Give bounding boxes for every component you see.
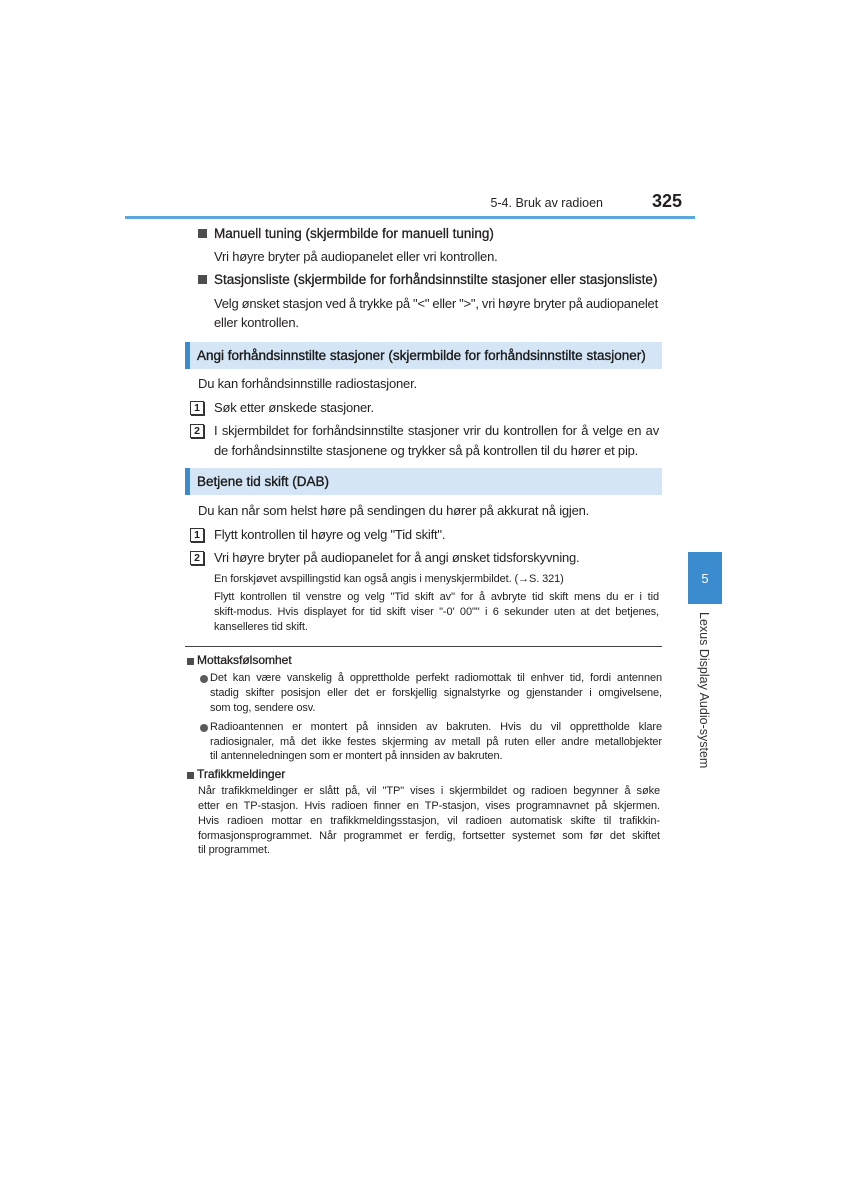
square-bullet-icon [198, 229, 207, 238]
traffic-text-line: Hvis radioen mottar en trafikkmeldingsstasjon, vil radioen automatisk skifte til trafikkin- [198, 815, 660, 827]
station-list-title: Stasjonsliste (skjermbilde for forhåndsinnstilte stasjoner eller stasjonsliste) [214, 272, 658, 287]
manual-tuning-title: Manuell tuning (skjermbilde for manuell tuning) [214, 226, 494, 241]
traffic-text-line: formasjonsprogrammet. Når programmet er ferdig, fortsetter systemet som før det skiftet [198, 830, 660, 842]
station-list-text-line: Velg ønsket stasjon ved å trykke på "<" eller ">", vri høyre bryter på audiopanelet [214, 296, 658, 311]
round-bullet-icon [200, 675, 208, 683]
section-heading-time-shift: Betjene tid skift (DAB) [197, 474, 330, 489]
traffic-text-line: Når trafikkmeldinger er slått på, vil "TP" vises i skjermbildet og radioen begynner å søke [198, 785, 660, 797]
reception-bullet-line: Radioantennen er montert på innsiden av bakruten. Hvis du vil opprettholde klare [210, 721, 662, 733]
reception-bullet-line: til antenneledningen som er montert på innsiden av bakruten. [210, 750, 503, 762]
step-text-line: Vri høyre bryter på audiopanelet for å angi ønsket tidsforskyvning. [214, 550, 580, 565]
square-bullet-icon [198, 275, 207, 284]
reception-bullet-line: stadig skifter posisjon eller det er forskjellig signalstyrke og gjenstander i omgivelsene, [210, 687, 662, 699]
step-text-line: Flytt kontrollen til høyre og velg "Tid skift". [214, 527, 446, 542]
step-text-line: de forhåndsinnstilte stasjonene og trykker så på kontrollen til du hører et pip. [214, 443, 639, 458]
chapter-tab [688, 552, 722, 604]
header-rule [125, 216, 695, 219]
presets-intro: Du kan forhåndsinnstille radiostasjoner. [198, 376, 417, 391]
step-text-line: I skjermbildet for forhåndsinnstilte stasjoner vrir du kontrollen for å velge en av [214, 423, 659, 438]
step-note-line: kanselleres tid skift. [214, 621, 308, 633]
section-heading-presets: Angi forhåndsinnstilte stasjoner (skjermbilde for forhåndsinnstilte stasjoner) [197, 348, 646, 363]
reception-bullet-line: som tog, sendere osv. [210, 702, 316, 714]
reception-title: Mottaksfølsomhet [197, 653, 292, 667]
manual-tuning-text: Vri høyre bryter på audiopanelet eller vri kontrollen. [214, 249, 498, 264]
step-note-line: skift-modus. Hvis displayet for tid skift viser "-0' 00"" i 6 sekunder uten at det betjenes, [214, 606, 659, 618]
step-text-line: Søk etter ønskede stasjoner. [214, 400, 374, 415]
square-bullet-icon [187, 772, 194, 779]
step-number-badge: 1 [190, 401, 204, 415]
traffic-text-line: etter en TP-stasjon. Hvis radioen finner en TP-stasjon, vises programnavnet på skjermen. [198, 800, 660, 812]
reception-bullet-line: Det kan være vanskelig å opprettholde perfekt radiomottak til enhver tid, fordi antennen [210, 672, 662, 684]
round-bullet-icon [200, 724, 208, 732]
running-header-section: 5-4. Bruk av radioen [490, 196, 603, 210]
page-number: 325 [652, 191, 683, 211]
step-number-badge: 2 [190, 551, 204, 565]
traffic-text-line: til programmet. [198, 844, 270, 856]
chapter-title: Lexus Display Audio-system [697, 612, 711, 769]
reception-bullet-line: radiosignaler, må det ikke festes skjerming av metall på ruten eller andre metallobjekter [210, 736, 662, 748]
step-note-line: Flytt kontrollen til venstre og velg "Tid skift av" for å avbryte tid skift mens du er i tid [214, 591, 659, 603]
notes-divider [185, 646, 662, 647]
traffic-title: Trafikkmeldinger [197, 767, 286, 781]
step-number-badge: 2 [190, 424, 204, 438]
section-heading-bar [185, 342, 662, 369]
time-shift-intro: Du kan når som helst høre på sendingen du hører på akkurat nå igjen. [198, 503, 590, 518]
chapter-number: 5 [701, 570, 709, 586]
station-list-text-line: eller kontrollen. [214, 315, 299, 330]
step-number-badge: 1 [190, 528, 204, 542]
step-note-line: En forskjøvet avspillingstid kan også angis i menyskjermbildet. (→S. 321) [214, 573, 564, 585]
section-heading-bar [185, 468, 662, 495]
square-bullet-icon [187, 658, 194, 665]
